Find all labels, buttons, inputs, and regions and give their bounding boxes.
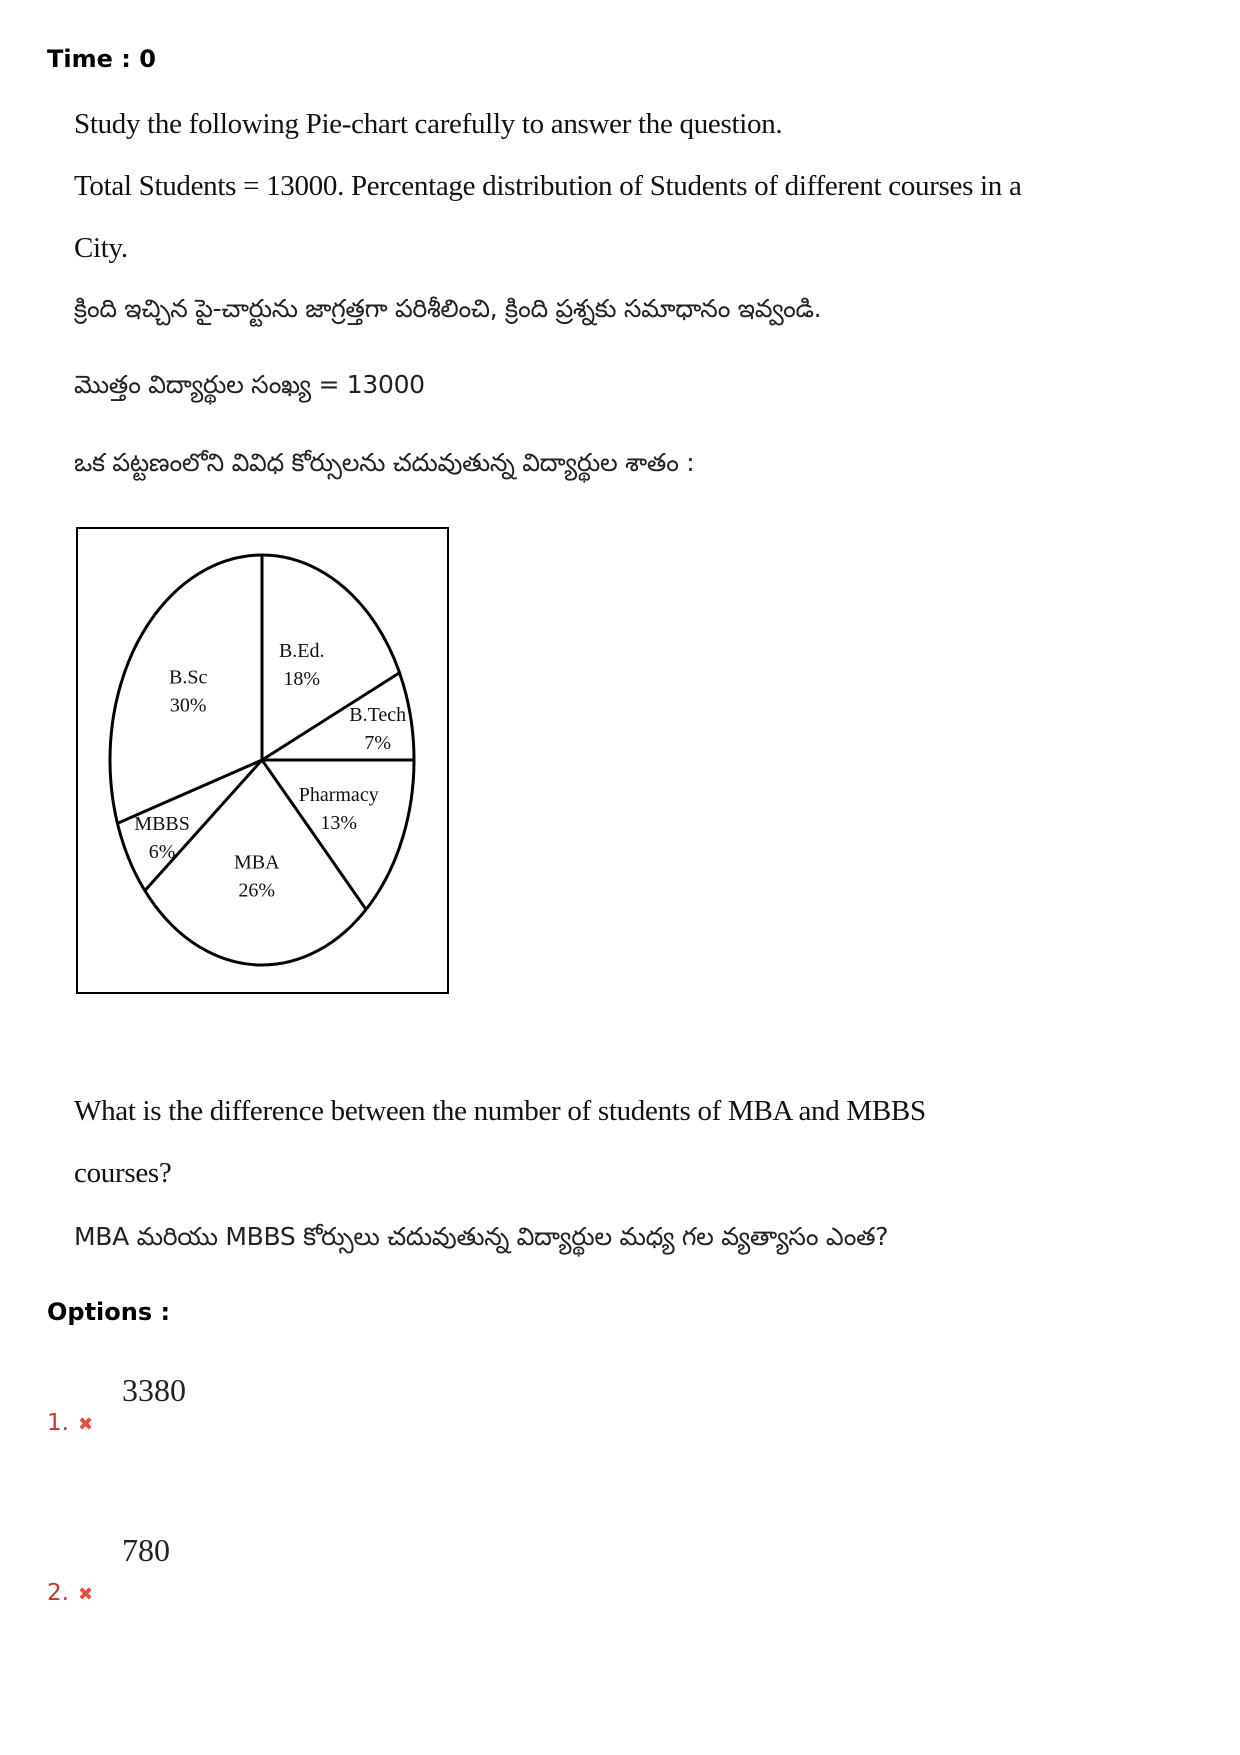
- question-total-te: మొత్తం విద్యార్థుల సంఖ్య = 13000: [74, 370, 425, 399]
- pie-value-pharmacy: 13%: [320, 811, 358, 834]
- question-distribution-te: ఒక పట్టణంలోని వివిధ కోర్సులను చదువుతున్న విద్యార్థుల శాతం :: [74, 448, 695, 477]
- pie-label-bsc: B.Sc: [169, 666, 208, 689]
- question-total-en: Total Students = 13000. Percentage distribution of Students of different courses in a: [74, 170, 1022, 202]
- option-2-number: 2.: [47, 1580, 69, 1606]
- pie-label-bed: B.Ed.: [278, 639, 325, 662]
- pie-value-bed: 18%: [283, 667, 321, 690]
- pie-value-mbbs: 6%: [148, 841, 176, 864]
- question-total-en-cont: City.: [74, 232, 128, 264]
- option-1-wrong-icon: ✖: [78, 1414, 94, 1435]
- option-2-wrong-icon: ✖: [78, 1584, 94, 1605]
- option-1-value[interactable]: 3380: [122, 1372, 186, 1408]
- question-ask-te: MBA మరియు MBBS కోర్సులు చదువుతున్న విద్యార్థుల మధ్య గల వ్యత్యాసం ఎంత?: [74, 1222, 889, 1251]
- pie-value-bsc: 30%: [169, 694, 207, 717]
- pie-label-btech: B.Tech: [349, 704, 407, 727]
- question-ask-en-cont: courses?: [74, 1157, 172, 1189]
- option-2-value[interactable]: 780: [122, 1532, 170, 1568]
- question-ask-en: What is the difference between the number of students of MBA and MBBS: [74, 1095, 926, 1127]
- options-label: Options :: [47, 1298, 171, 1326]
- question-instruction-en: Study the following Pie-chart carefully to answer the question.: [74, 108, 783, 140]
- pie-chart: [76, 527, 449, 994]
- pie-label-mbbs: MBBS: [134, 813, 190, 836]
- pie-label-mba: MBA: [233, 851, 280, 874]
- pie-chart-svg: [78, 529, 451, 996]
- pie-value-mba: 26%: [238, 879, 276, 902]
- time-label: Time : 0: [47, 45, 156, 73]
- pie-label-pharmacy: Pharmacy: [298, 783, 379, 806]
- pie-value-btech: 7%: [364, 732, 392, 755]
- question-instruction-te: క్రింది ఇచ్చిన పై-చార్టును జాగ్రత్తగా పరిశీలించి, క్రింది ప్రశ్నకు సమాధానం ఇవ్వండి.: [74, 294, 822, 323]
- option-1-number: 1.: [47, 1410, 69, 1436]
